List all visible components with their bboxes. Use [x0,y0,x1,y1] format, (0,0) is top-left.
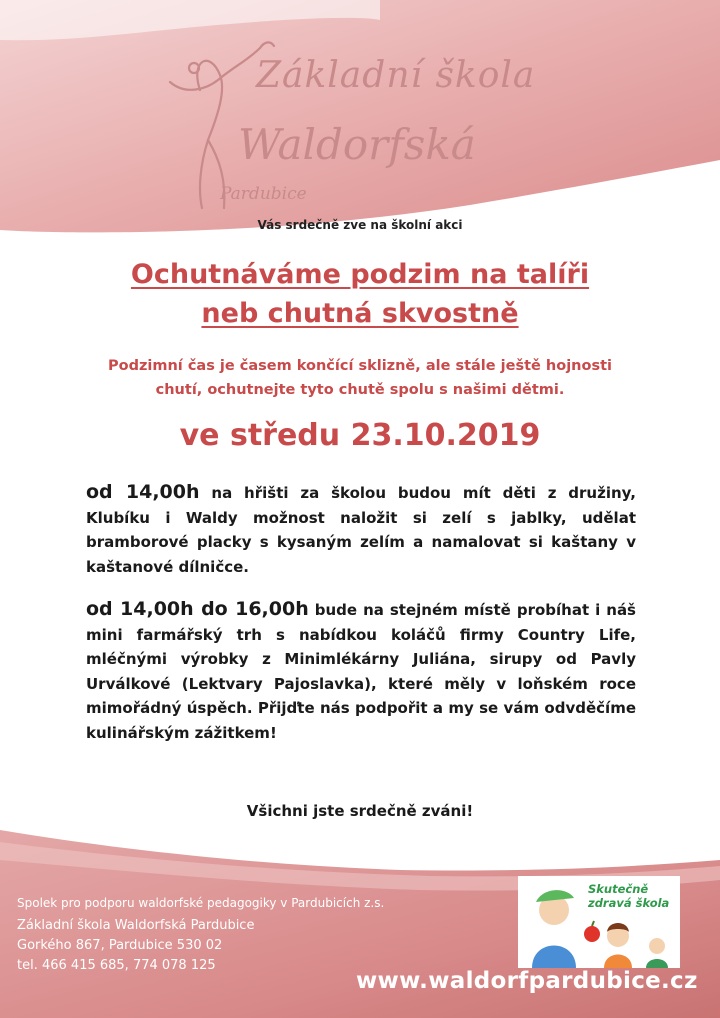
healthy-school-badge [518,876,680,968]
footer-address: Gorkého 867, Pardubice 530 02 [17,938,223,953]
paragraph-1-text: na hřišti za školou budou mít děti z družiny, Klubíku i Waldy možnost naložit si zelí s jablky, udělat bramborové placky s kysaným zelím a namalovat si kaštany v kaštanové dílničce. [86,484,636,576]
subtitle-line2: chutí, ochutnejte tyto chutě spolu s našimi dětmi. [155,382,565,398]
event-title-line2: neb chutná skvostně [201,298,519,329]
paragraph-1-time: od 14,00h [86,481,200,503]
logo-city-label: Pardubice [220,184,307,204]
badge-line2: zdravá škola [588,896,670,910]
footer-contact [17,893,384,976]
program-paragraph-1 [86,480,636,579]
logo-school-label: Základní škola [256,55,536,96]
closing-line: Všichni jste srdečně zváni! [246,802,474,820]
website-link[interactable]: www.waldorfpardubice.cz [356,968,698,994]
footer-phone: tel. 466 415 685, 774 078 125 [17,958,216,973]
logo-waldorf-label: Waldorfská [238,120,476,169]
paragraph-2-time: od 14,00h do 16,00h [86,598,309,620]
subtitle-line1: Podzimní čas je časem končící sklizně, ale stále ještě hojnosti [108,358,612,374]
badge-line1: Skutečně [588,882,649,896]
event-date: ve středu 23.10.2019 [179,418,541,453]
event-title-line1: Ochutnáváme podzim na talíři [130,259,590,290]
footer-association: Spolek pro podporu waldorfské pedagogiky v Pardubicích z.s. [17,896,385,910]
event-subtitle [60,354,660,402]
event-title [0,255,720,333]
paragraph-2-text: bude na stejném místě probíhat i náš mini farmářský trh s nabídkou koláčů firmy Country Life, mléčnými výrobky z Minimlékárny Juliána, sirupy od Pavly Urválkové (Lektvary Pajoslavka), které měly v loňském roce mimořádný úspěch. Přijďte nás podpořit a my se vám odvděčíme kulinářským zážitkem! [86,601,636,742]
footer-school: Základní škola Waldorfská Pardubice [17,918,255,933]
invitation-line: Vás srdečně zve na školní akci [257,218,463,232]
program-paragraph-2 [86,597,636,745]
